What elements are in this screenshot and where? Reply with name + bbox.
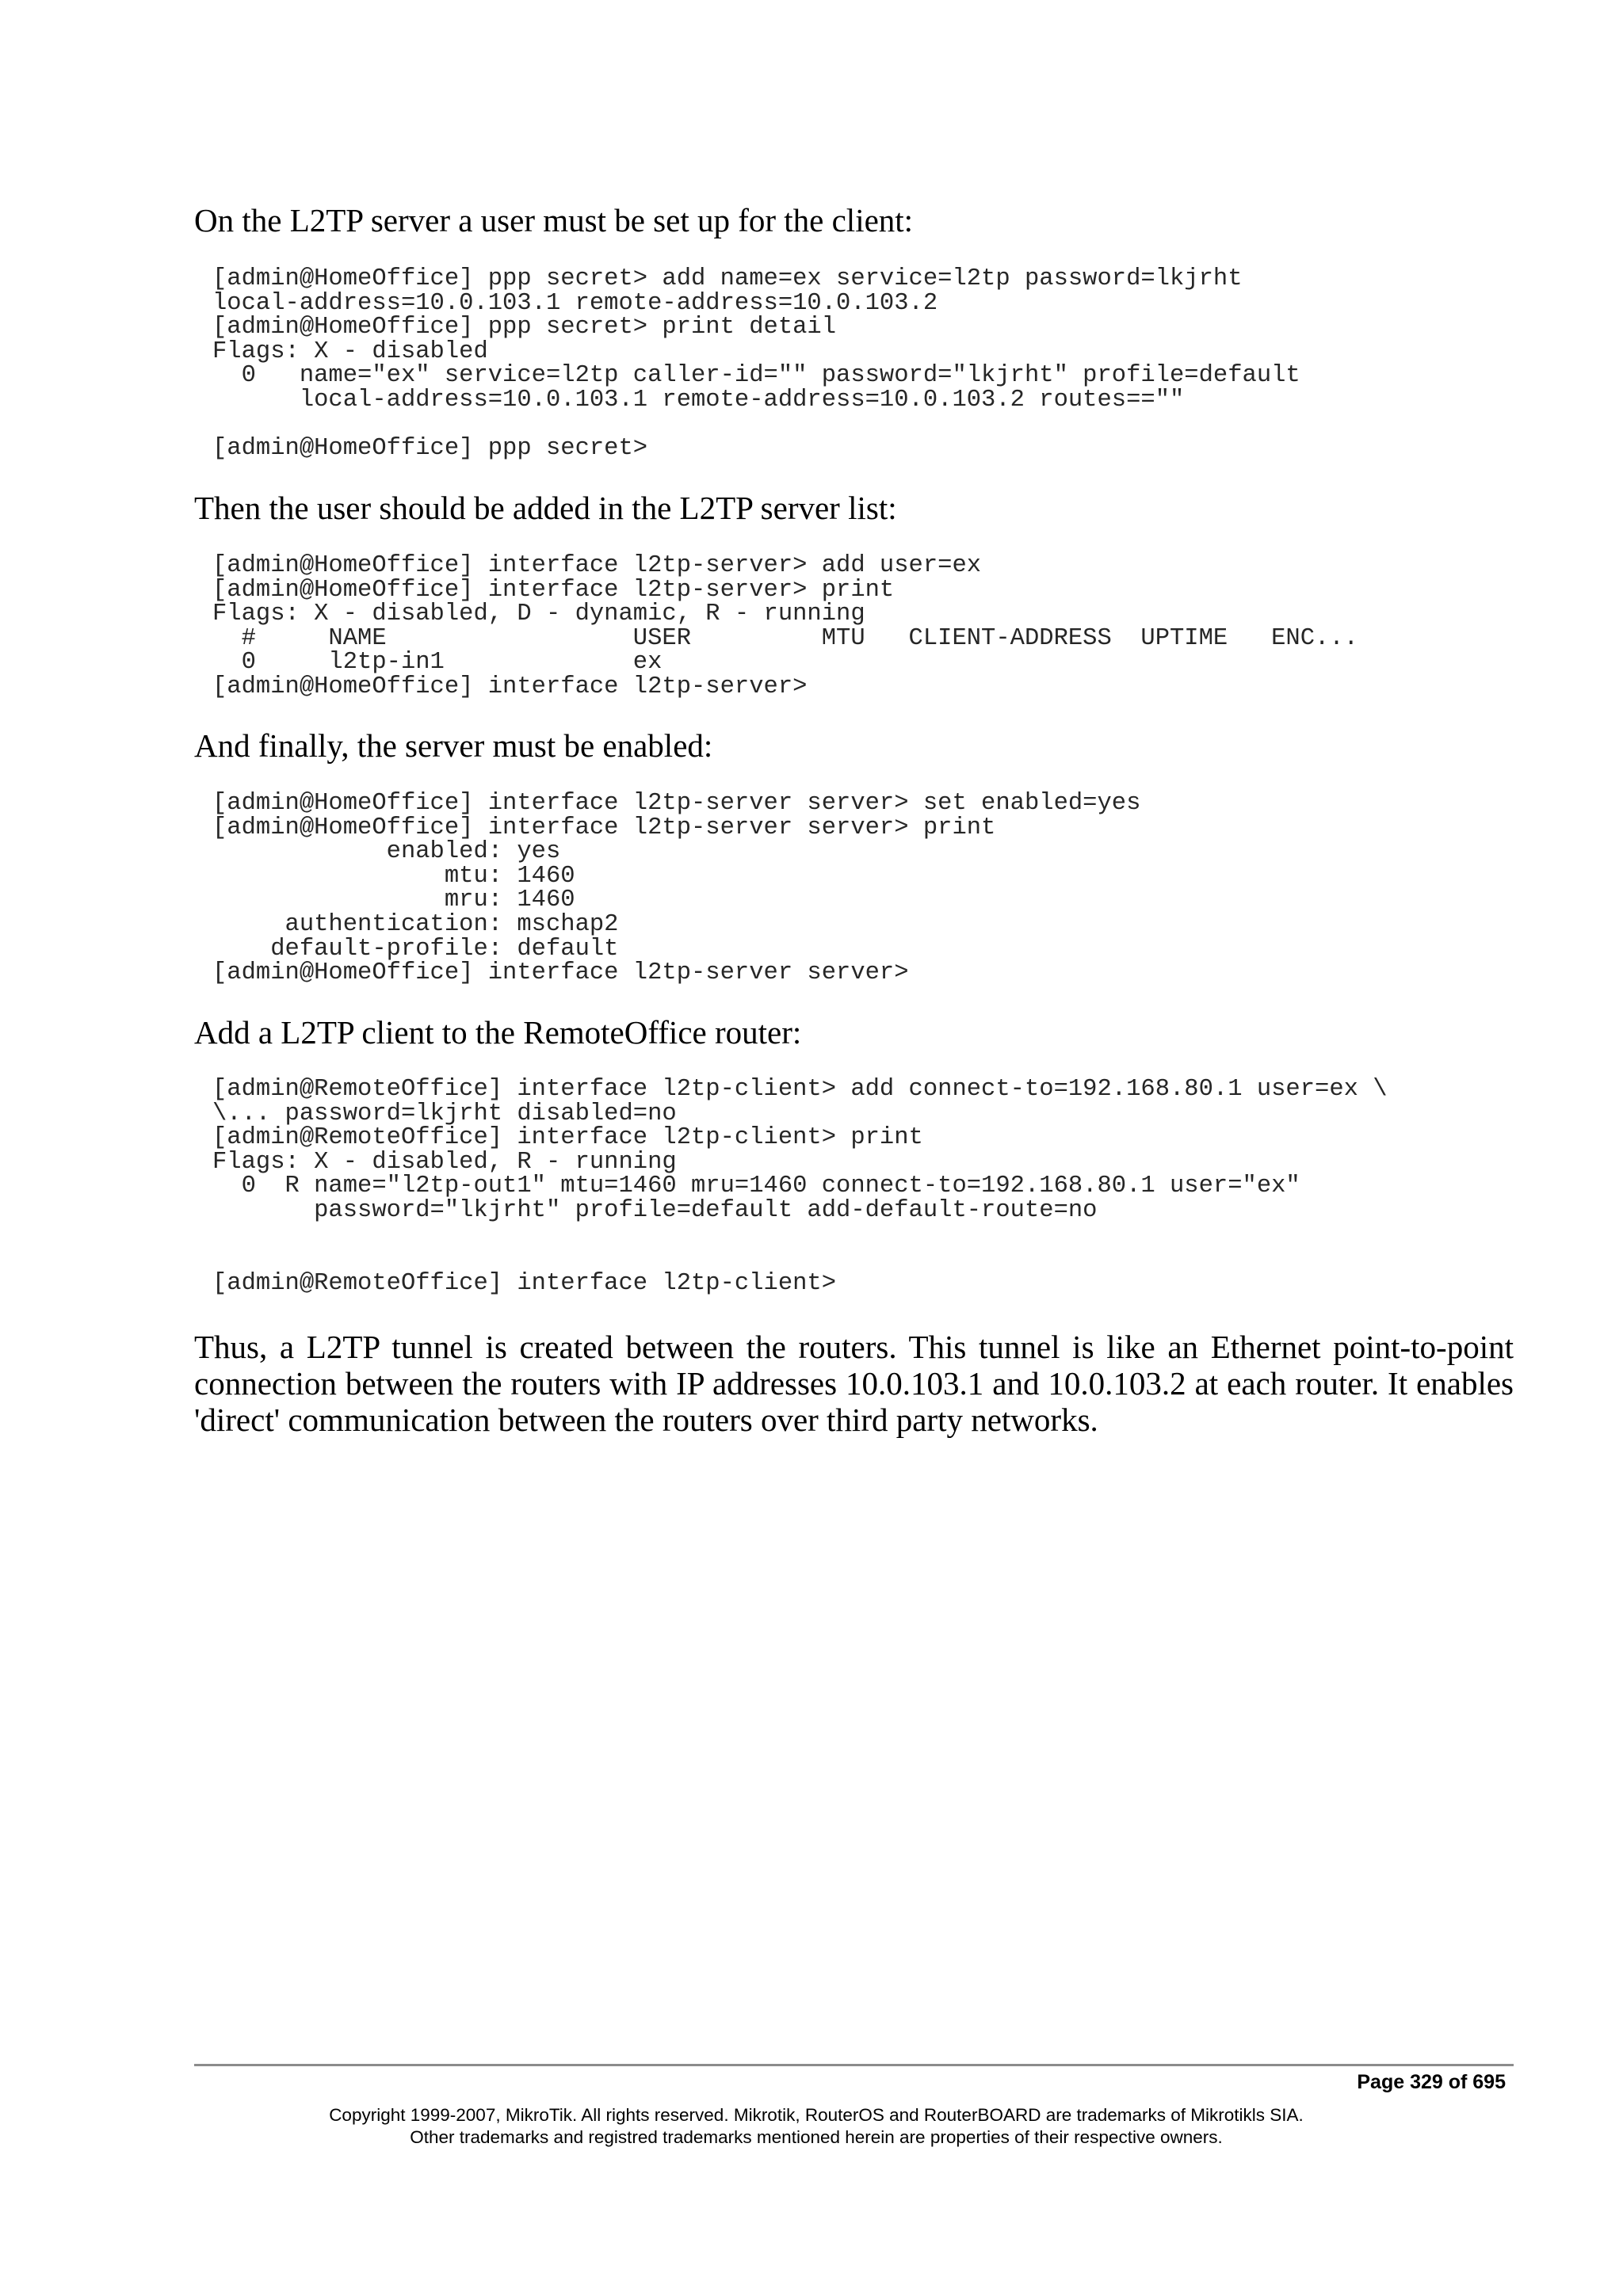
code-block-ppp-secret: [admin@HomeOffice] ppp secret> add name=ex service=l2tp password=lkjrht local-address=10.0.103.1 remote-address=10.0.103.2 [admin@HomeOffice] ppp secret> print detail Flags: X - disabled 0 name="ex" service=l2tp caller-id="" password="lkjrht" profile=default local-address=10.0.103.1 remote-address=10.0.103.2 routes=="" [admin@HomeOffice] ppp secret>	[212, 265, 1300, 463]
paragraph-server-enable-intro: And finally, the server must be enabled:	[194, 727, 713, 764]
page-number: Page 329 of 695	[1357, 2071, 1506, 2093]
paragraph-ppp-secret-intro: On the L2TP server a user must be set up for the client:	[194, 202, 914, 238]
code-block-l2tp-server-list: [admin@HomeOffice] interface l2tp-server> add user=ex [admin@HomeOffice] interface l2tp-server> print Flags: X - disabled, D - dynamic, R - running # NAME USER MTU CLIENT-ADDRESS UPTIME ENC... 0 l2tp-in1 ex [admin@HomeOffice] interface l2tp-server>	[212, 552, 1358, 700]
footer-divider	[194, 2064, 1514, 2066]
paragraph-l2tp-server-list-intro: Then the user should be added in the L2TP server list:	[194, 490, 897, 526]
code-block-l2tp-client: [admin@RemoteOffice] interface l2tp-client> add connect-to=192.168.80.1 user=ex \ \... password=lkjrht disabled=no [admin@RemoteOffice] interface l2tp-client> print Flags: X - disabled, R - running 0 R name="l2tp-out1" mtu=1460 mru=1460 connect-to=192.168.80.1 user="ex" password="lkjrht" profile=default add-default-route=no [admin@RemoteOffice] interface l2tp-client>	[212, 1076, 1388, 1297]
paragraph-tunnel-summary: Thus, a L2TP tunnel is created between the routers. This tunnel is like an Ethernet point-to-point connection between the routers with IP addresses 10.0.103.1 and 10.0.103.2 at each router. It enables 'direct' communication between the routers over third party networks.	[194, 1329, 1514, 1438]
copyright-line-1: Copyright 1999-2007, MikroTik. All rights reserved. Mikrotik, RouterOS and RouterBOARD are trademarks of Mikrotikls SIA.	[329, 2105, 1304, 2125]
paragraph-l2tp-client-intro: Add a L2TP client to the RemoteOffice router:	[194, 1014, 802, 1051]
code-block-l2tp-server-enable: [admin@HomeOffice] interface l2tp-server server> set enabled=yes [admin@HomeOffice] interface l2tp-server server> print enabled: yes mtu: 1460 mru: 1460 authentication: mschap2 default-profile: default [admin@HomeOffice] interface l2tp-server server>	[212, 790, 1141, 987]
copyright-line-2: Other trademarks and registred trademarks mentioned herein are properties of their respective owners.	[410, 2127, 1223, 2147]
